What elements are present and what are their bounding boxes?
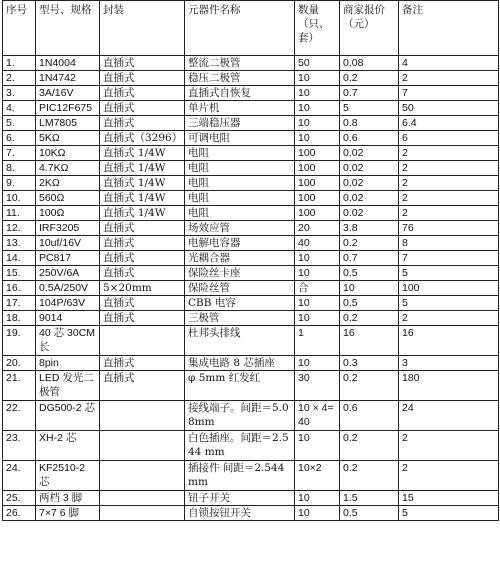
cell-model: 4.7KΩ: [36, 161, 100, 176]
cell-model: 40 芯 30CM 长: [36, 326, 100, 356]
cell-component: 单片机: [185, 101, 295, 116]
cell-price: 3.8: [340, 221, 399, 236]
cell-index: 21.: [3, 371, 36, 401]
cell-index: 1.: [3, 56, 36, 71]
cell-component: 三极管: [185, 311, 295, 326]
cell-price: 0.2: [340, 311, 399, 326]
cell-component: 可调电阻: [185, 131, 295, 146]
cell-package: [100, 431, 185, 461]
cell-quantity: 10: [295, 311, 340, 326]
cell-remark: 24: [399, 401, 499, 431]
cell-package: 5×20mm: [100, 281, 185, 296]
cell-package: 直插式: [100, 356, 185, 371]
cell-remark: 2: [399, 176, 499, 191]
cell-quantity: 100: [295, 191, 340, 206]
table-row: [3, 221, 499, 236]
cell-component: 接线端子。间距＝5.08mm: [185, 401, 295, 431]
cell-model: 1N4742: [36, 71, 100, 86]
cell-component: 杜邦头排线: [185, 326, 295, 356]
cell-model: LED 发光二极管: [36, 371, 100, 401]
cell-index: 10.: [3, 191, 36, 206]
cell-index: 24.: [3, 461, 36, 491]
table-row: [3, 236, 499, 251]
parts-list-document: [2, 0, 498, 521]
cell-package: 直插式: [100, 251, 185, 266]
cell-package: 直插式: [100, 221, 185, 236]
cell-index: 25.: [3, 491, 36, 506]
cell-price: 0.7: [340, 251, 399, 266]
cell-remark: 2: [399, 146, 499, 161]
table-row: [3, 131, 499, 146]
cell-model: LM7805: [36, 116, 100, 131]
cell-model: 10uf/16V: [36, 236, 100, 251]
cell-quantity: 10: [295, 356, 340, 371]
cell-quantity: 50: [295, 56, 340, 71]
cell-remark: 2: [399, 71, 499, 86]
table-row: [3, 506, 499, 521]
cell-price: 0.8: [340, 116, 399, 131]
cell-index: 15.: [3, 266, 36, 281]
table-row: [3, 86, 499, 101]
cell-price: 0.3: [340, 356, 399, 371]
table-row: [3, 116, 499, 131]
cell-component: 集成电路 8 芯插座: [185, 356, 295, 371]
table-row: [3, 371, 499, 401]
cell-model: XH-2 芯: [36, 431, 100, 461]
cell-model: 100Ω: [36, 206, 100, 221]
cell-quantity: 1: [295, 326, 340, 356]
cell-model: KF2510-2 芯: [36, 461, 100, 491]
cell-package: 直插式: [100, 116, 185, 131]
cell-model: 10KΩ: [36, 146, 100, 161]
cell-component: CBB 电容: [185, 296, 295, 311]
cell-package: [100, 491, 185, 506]
header-component: 元器件名称: [185, 1, 295, 56]
cell-model: 两档 3 脚: [36, 491, 100, 506]
cell-remark: 5: [399, 266, 499, 281]
cell-model: PC817: [36, 251, 100, 266]
cell-package: 直插式: [100, 371, 185, 401]
cell-component: 直插式自恢复: [185, 86, 295, 101]
cell-remark: 3: [399, 356, 499, 371]
cell-index: 3.: [3, 86, 36, 101]
cell-component: 电阻: [185, 176, 295, 191]
cell-component: 电阻: [185, 146, 295, 161]
cell-remark: 2: [399, 431, 499, 461]
cell-model: 3A/16V: [36, 86, 100, 101]
cell-component: 电解电容器: [185, 236, 295, 251]
cell-price: 0.02: [340, 176, 399, 191]
cell-package: 直插式: [100, 311, 185, 326]
cell-remark: 100: [399, 281, 499, 296]
cell-quantity: 10: [295, 86, 340, 101]
table-body: [3, 56, 499, 521]
table-row: [3, 146, 499, 161]
cell-price: 0.6: [340, 131, 399, 146]
cell-price: 0.2: [340, 431, 399, 461]
table-header-row: [3, 1, 499, 56]
cell-model: 250V/6A: [36, 266, 100, 281]
cell-index: 16.: [3, 281, 36, 296]
cell-component: 保险丝管: [185, 281, 295, 296]
cell-price: 0.2: [340, 461, 399, 491]
header-price: 商家报价（元）: [340, 1, 399, 56]
cell-package: 直插式: [100, 86, 185, 101]
table-row: [3, 266, 499, 281]
cell-price: 5: [340, 101, 399, 116]
header-package: 封装: [100, 1, 185, 56]
cell-index: 8.: [3, 161, 36, 176]
cell-package: 直插式 1/4W: [100, 176, 185, 191]
header-index: 序号: [3, 1, 36, 56]
cell-quantity: 10 × 4=40: [295, 401, 340, 431]
cell-price: 1.5: [340, 491, 399, 506]
cell-quantity: 40: [295, 236, 340, 251]
cell-quantity: 20: [295, 221, 340, 236]
cell-quantity: 10: [295, 431, 340, 461]
table-row: [3, 251, 499, 266]
cell-price: 0.02: [340, 146, 399, 161]
cell-component: 钮子开关: [185, 491, 295, 506]
table-row: [3, 56, 499, 71]
cell-price: 0.02: [340, 206, 399, 221]
cell-component: 电阻: [185, 191, 295, 206]
cell-component: 稳压二极管: [185, 71, 295, 86]
cell-quantity: 10: [295, 506, 340, 521]
cell-remark: 6: [399, 131, 499, 146]
cell-model: 7×7 6 脚: [36, 506, 100, 521]
cell-quantity: 10×2: [295, 461, 340, 491]
cell-price: 0.6: [340, 401, 399, 431]
cell-model: 560Ω: [36, 191, 100, 206]
cell-package: [100, 461, 185, 491]
cell-model: 2KΩ: [36, 176, 100, 191]
cell-package: 直插式 1/4W: [100, 161, 185, 176]
cell-component: 插接件 间距＝2.544 mm: [185, 461, 295, 491]
cell-index: 19.: [3, 326, 36, 356]
cell-index: 26.: [3, 506, 36, 521]
cell-package: [100, 401, 185, 431]
cell-index: 22.: [3, 401, 36, 431]
cell-package: 直插式 1/4W: [100, 146, 185, 161]
cell-price: 0.02: [340, 161, 399, 176]
cell-model: 8pin: [36, 356, 100, 371]
cell-price: 16: [340, 326, 399, 356]
table-row: [3, 281, 499, 296]
cell-component: 白色插座。间距＝2.544 mm: [185, 431, 295, 461]
cell-remark: 2: [399, 191, 499, 206]
cell-component: 电阻: [185, 161, 295, 176]
cell-remark: 16: [399, 326, 499, 356]
cell-model: 9014: [36, 311, 100, 326]
cell-quantity: 100: [295, 176, 340, 191]
cell-package: 直插式 1/4W: [100, 206, 185, 221]
cell-index: 20.: [3, 356, 36, 371]
cell-index: 18.: [3, 311, 36, 326]
cell-price: 0.5: [340, 506, 399, 521]
table-row: [3, 101, 499, 116]
cell-model: 5KΩ: [36, 131, 100, 146]
cell-package: 直插式 1/4W: [100, 191, 185, 206]
header-remark: 备注: [399, 1, 499, 56]
cell-quantity: 30: [295, 371, 340, 401]
cell-remark: 2: [399, 161, 499, 176]
cell-index: 4.: [3, 101, 36, 116]
cell-index: 5.: [3, 116, 36, 131]
cell-index: 11.: [3, 206, 36, 221]
header-quantity: 数量（只、套）: [295, 1, 340, 56]
cell-model: 104P/63V: [36, 296, 100, 311]
cell-model: PIC12F675: [36, 101, 100, 116]
cell-index: 2.: [3, 71, 36, 86]
cell-component: 电阻: [185, 206, 295, 221]
table-row: [3, 176, 499, 191]
cell-quantity: 10: [295, 131, 340, 146]
cell-package: 直插式: [100, 56, 185, 71]
cell-component: 保险丝卡座: [185, 266, 295, 281]
cell-component: φ 5mm 红发红: [185, 371, 295, 401]
cell-quantity: 10: [295, 251, 340, 266]
cell-model: 1N4004: [36, 56, 100, 71]
cell-remark: 180: [399, 371, 499, 401]
cell-remark: 5: [399, 296, 499, 311]
cell-package: 直插式（3296）: [100, 131, 185, 146]
cell-price: 10: [340, 281, 399, 296]
cell-price: 0.2: [340, 71, 399, 86]
cell-price: 0.7: [340, 86, 399, 101]
table-row: [3, 431, 499, 461]
cell-remark: 4: [399, 56, 499, 71]
table-row: [3, 296, 499, 311]
cell-quantity: 合: [295, 281, 340, 296]
cell-index: 9.: [3, 176, 36, 191]
table-row: [3, 491, 499, 506]
cell-quantity: 100: [295, 161, 340, 176]
table-row: [3, 326, 499, 356]
cell-price: 0.5: [340, 266, 399, 281]
cell-index: 6.: [3, 131, 36, 146]
cell-index: 7.: [3, 146, 36, 161]
cell-index: 17.: [3, 296, 36, 311]
cell-remark: 6.4: [399, 116, 499, 131]
cell-package: 直插式: [100, 296, 185, 311]
cell-model: IRF3205: [36, 221, 100, 236]
header-model: 型号、规格: [36, 1, 100, 56]
table-row: [3, 461, 499, 491]
cell-index: 13.: [3, 236, 36, 251]
cell-package: 直插式: [100, 71, 185, 86]
cell-package: 直插式: [100, 236, 185, 251]
cell-model: DG500-2 芯: [36, 401, 100, 431]
cell-remark: 2: [399, 206, 499, 221]
cell-quantity: 10: [295, 71, 340, 86]
cell-price: 0.02: [340, 191, 399, 206]
cell-index: 14.: [3, 251, 36, 266]
cell-quantity: 10: [295, 266, 340, 281]
cell-package: [100, 506, 185, 521]
cell-package: 直插式: [100, 101, 185, 116]
table-row: [3, 356, 499, 371]
cell-price: 0.5: [340, 296, 399, 311]
cell-quantity: 10: [295, 491, 340, 506]
table-row: [3, 206, 499, 221]
cell-quantity: 100: [295, 146, 340, 161]
cell-remark: 2: [399, 461, 499, 491]
cell-package: [100, 326, 185, 356]
table-row: [3, 311, 499, 326]
cell-component: 三端稳压器: [185, 116, 295, 131]
cell-index: 23.: [3, 431, 36, 461]
cell-component: 整流二极管: [185, 56, 295, 71]
cell-price: 0.08: [340, 56, 399, 71]
cell-price: 0.2: [340, 236, 399, 251]
cell-index: 12.: [3, 221, 36, 236]
cell-component: 光耦合器: [185, 251, 295, 266]
cell-remark: 5: [399, 506, 499, 521]
cell-remark: 7: [399, 86, 499, 101]
cell-remark: 7: [399, 251, 499, 266]
cell-quantity: 10: [295, 296, 340, 311]
table-row: [3, 161, 499, 176]
cell-quantity: 10: [295, 101, 340, 116]
cell-component: 自锁按钮开关: [185, 506, 295, 521]
cell-quantity: 100: [295, 206, 340, 221]
cell-remark: 15: [399, 491, 499, 506]
cell-remark: 2: [399, 311, 499, 326]
cell-package: 直插式: [100, 266, 185, 281]
table-row: [3, 191, 499, 206]
parts-table: [2, 0, 499, 521]
cell-component: 场效应管: [185, 221, 295, 236]
cell-remark: 8: [399, 236, 499, 251]
table-row: [3, 401, 499, 431]
cell-remark: 76: [399, 221, 499, 236]
cell-model: 0.5A/250V: [36, 281, 100, 296]
table-row: [3, 71, 499, 86]
cell-price: 0.2: [340, 371, 399, 401]
cell-quantity: 10: [295, 116, 340, 131]
cell-remark: 50: [399, 101, 499, 116]
